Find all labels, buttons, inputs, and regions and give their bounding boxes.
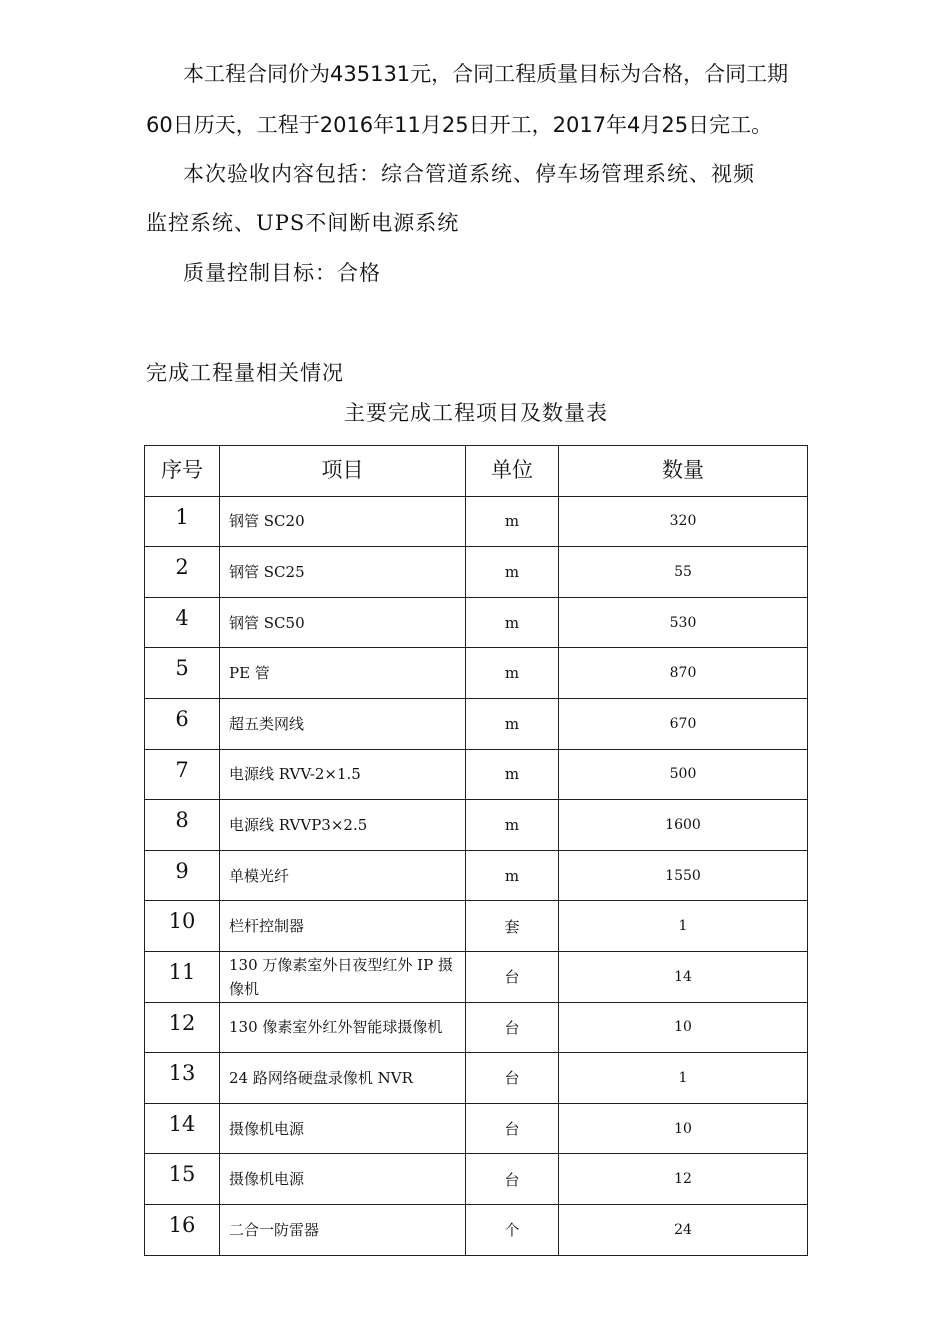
cell-unit: m — [466, 496, 559, 547]
cell-no: 16 — [145, 1204, 220, 1255]
table-row — [145, 496, 808, 547]
cell-no: 14 — [145, 1103, 220, 1154]
cell-unit: m — [466, 800, 559, 851]
cell-no: 5 — [145, 648, 220, 699]
paragraph-quality-target: 质量控制目标：合格 — [183, 261, 381, 285]
cell-unit: 台 — [466, 1154, 559, 1205]
cell-item: 钢管 SC25 — [220, 547, 466, 598]
table-row — [145, 1053, 808, 1104]
cell-qty: 55 — [559, 547, 808, 598]
cell-item: 电源线 RVV-2×1.5 — [220, 749, 466, 800]
table-header-row — [145, 446, 808, 497]
cell-item: 24 路网络硬盘录像机 NVR — [220, 1053, 466, 1104]
cell-qty: 1550 — [559, 850, 808, 901]
cell-no: 12 — [145, 1002, 220, 1053]
cell-no: 13 — [145, 1053, 220, 1104]
cell-item: 电源线 RVVP3×2.5 — [220, 800, 466, 851]
section-title: 完成工程量相关情况 — [146, 361, 344, 385]
paragraph-contract-line-2: 60日历天，工程于2016年11月25日开工，2017年4月25日完工。 — [146, 113, 773, 137]
cell-item: 栏杆控制器 — [220, 901, 466, 952]
cell-qty: 14 — [559, 951, 808, 1002]
paragraph-scope-line-2: 监控系统、UPS不间断电源系统 — [146, 211, 460, 235]
cell-unit: 个 — [466, 1204, 559, 1255]
cell-qty: 10 — [559, 1002, 808, 1053]
cell-qty: 1 — [559, 1053, 808, 1104]
cell-qty: 1 — [559, 901, 808, 952]
cell-item: 摄像机电源 — [220, 1154, 466, 1205]
table-row — [145, 547, 808, 598]
cell-unit: m — [466, 547, 559, 598]
table-row — [145, 698, 808, 749]
header-no: 序号 — [145, 446, 220, 497]
cell-item: 130 像素室外红外智能球摄像机 — [220, 1002, 466, 1053]
cell-item: 钢管 SC50 — [220, 597, 466, 648]
cell-no: 8 — [145, 800, 220, 851]
cell-item: 超五类网线 — [220, 698, 466, 749]
cell-unit: 台 — [466, 951, 559, 1002]
cell-no: 4 — [145, 597, 220, 648]
cell-unit: 套 — [466, 901, 559, 952]
table-row — [145, 597, 808, 648]
cell-no: 6 — [145, 698, 220, 749]
cell-qty: 24 — [559, 1204, 808, 1255]
table-caption: 主要完成工程项目及数量表 — [344, 401, 608, 425]
quantities-table — [144, 445, 808, 1256]
cell-no: 2 — [145, 547, 220, 598]
cell-qty: 500 — [559, 749, 808, 800]
cell-unit: 台 — [466, 1103, 559, 1154]
cell-no: 7 — [145, 749, 220, 800]
table-row — [145, 1103, 808, 1154]
table-row — [145, 1002, 808, 1053]
cell-unit: m — [466, 648, 559, 699]
cell-item: 130 万像素室外日夜型红外 IP 摄像机 — [220, 951, 466, 1002]
header-item: 项目 — [220, 446, 466, 497]
table-row — [145, 850, 808, 901]
cell-unit: m — [466, 850, 559, 901]
cell-item: 二合一防雷器 — [220, 1204, 466, 1255]
cell-item: 钢管 SC20 — [220, 496, 466, 547]
cell-item: PE 管 — [220, 648, 466, 699]
cell-no: 10 — [145, 901, 220, 952]
cell-item: 单模光纤 — [220, 850, 466, 901]
cell-unit: m — [466, 749, 559, 800]
cell-unit: m — [466, 597, 559, 648]
cell-no: 11 — [145, 951, 220, 1002]
header-unit: 单位 — [466, 446, 559, 497]
header-qty: 数量 — [559, 446, 808, 497]
table-row — [145, 1204, 808, 1255]
cell-qty: 10 — [559, 1103, 808, 1154]
cell-qty: 670 — [559, 698, 808, 749]
table-row — [145, 800, 808, 851]
cell-no: 1 — [145, 496, 220, 547]
cell-unit: 台 — [466, 1002, 559, 1053]
cell-qty: 870 — [559, 648, 808, 699]
paragraph-scope-line-1: 本次验收内容包括：综合管道系统、停车场管理系统、视频 — [183, 162, 755, 186]
paragraph-contract-line-1: 本工程合同价为435131元，合同工程质量目标为合格，合同工期 — [183, 62, 789, 86]
table-row — [145, 951, 808, 1002]
cell-no: 9 — [145, 850, 220, 901]
cell-qty: 12 — [559, 1154, 808, 1205]
table-body — [145, 496, 808, 1255]
cell-unit: 台 — [466, 1053, 559, 1104]
cell-qty: 320 — [559, 496, 808, 547]
cell-no: 15 — [145, 1154, 220, 1205]
cell-qty: 530 — [559, 597, 808, 648]
table-row — [145, 1154, 808, 1205]
cell-unit: m — [466, 698, 559, 749]
cell-qty: 1600 — [559, 800, 808, 851]
cell-item: 摄像机电源 — [220, 1103, 466, 1154]
table-row — [145, 749, 808, 800]
table-row — [145, 901, 808, 952]
table-row — [145, 648, 808, 699]
